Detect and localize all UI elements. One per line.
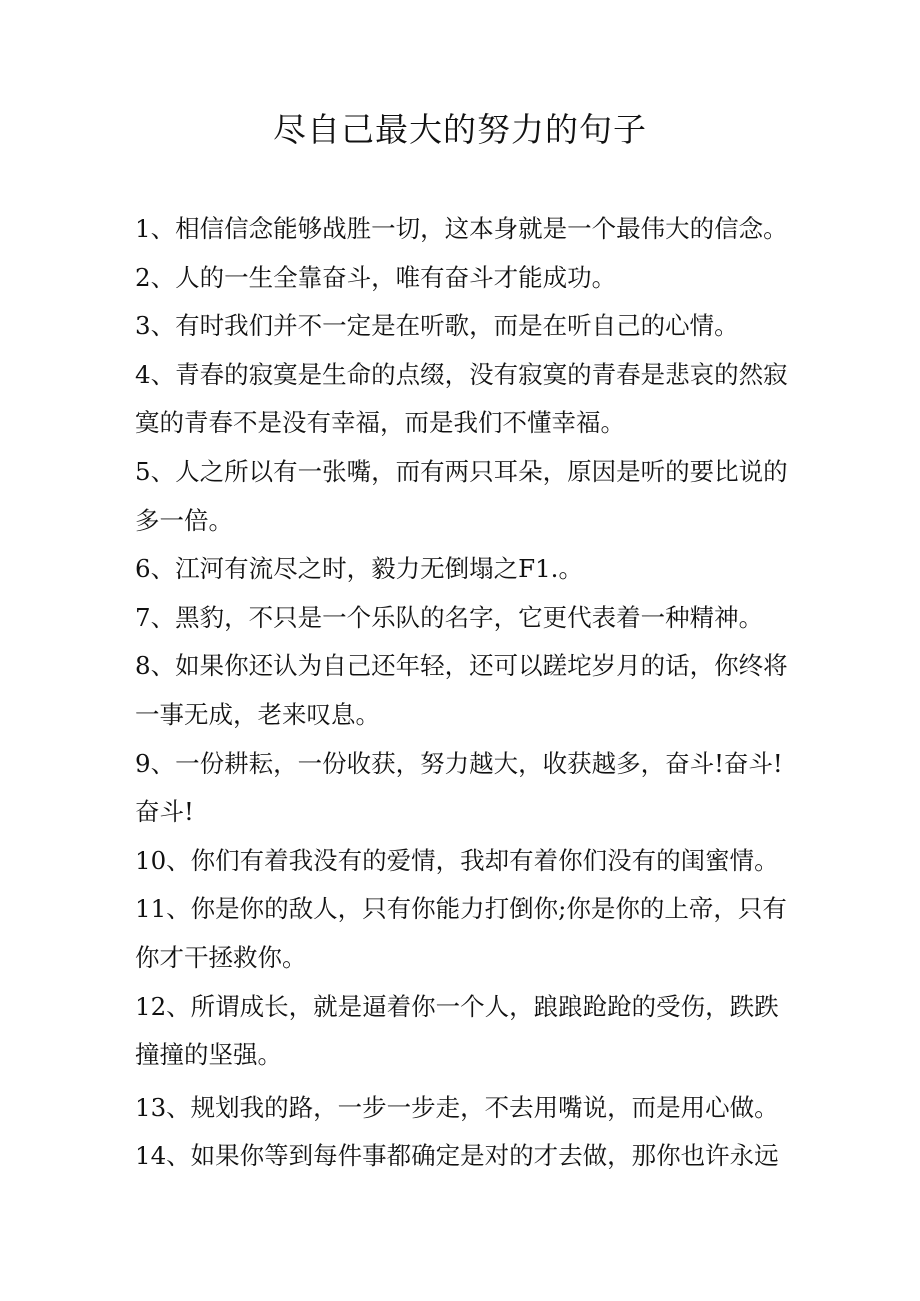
quote-item-11: 11、你是你的敌人，只有你能力打倒你;你是你的上帝，只有你才干拯救你。 [135,894,787,972]
quote-item-10: 10、你们有着我没有的爱情，我却有着你们没有的闺蜜情。 [135,845,779,875]
quote-item-13: 13、规划我的路，一步一步走，不去用嘴说，而是用心做。 [135,1092,779,1122]
quote-item-2: 2、人的一生全靠奋斗，唯有奋斗才能成功。 [135,262,617,292]
quote-item-5: 5、人之所以有一张嘴，而有两只耳朵，原因是听的要比说的多一倍。 [135,456,788,535]
quote-item-6: 6、江河有流尽之时，毅力无倒塌之F1.。 [135,554,583,584]
quote-item-9: 9、一份耕耘，一份收获，努力越大，收获越多，奋斗!奋斗!奋斗! [135,748,783,827]
quote-list [135,205,795,1181]
quote-item-14: 14、如果你等到每件事都确定是对的才去做，那你也许永远 [135,1141,779,1171]
document-title: 尽自己最大的努力的句子 [273,110,647,149]
quote-item-8: 8、如果你还认为自己还年轻，还可以蹉坨岁月的话，你终将一事无成，老来叹息。 [135,651,788,729]
quote-item-3: 3、有时我们并不一定是在听歌，而是在听自己的心情。 [135,311,739,341]
quote-item-7: 7、黑豹，不只是一个乐队的名字，它更代表着一种精神。 [135,602,764,632]
quote-item-4: 4、青春的寂寞是生命的点缀，没有寂寞的青春是悲哀的然寂寞的青春不是没有幸福，而是我们不懂幸福。 [135,359,788,438]
quote-item-1: 1、相信信念能够战胜一切，这本身就是一个最伟大的信念。 [135,214,788,243]
quote-item-12: 12、所谓成长，就是逼着你一个人，踉踉跄跄的受伤，跌跌撞撞的坚强。 [135,991,779,1070]
